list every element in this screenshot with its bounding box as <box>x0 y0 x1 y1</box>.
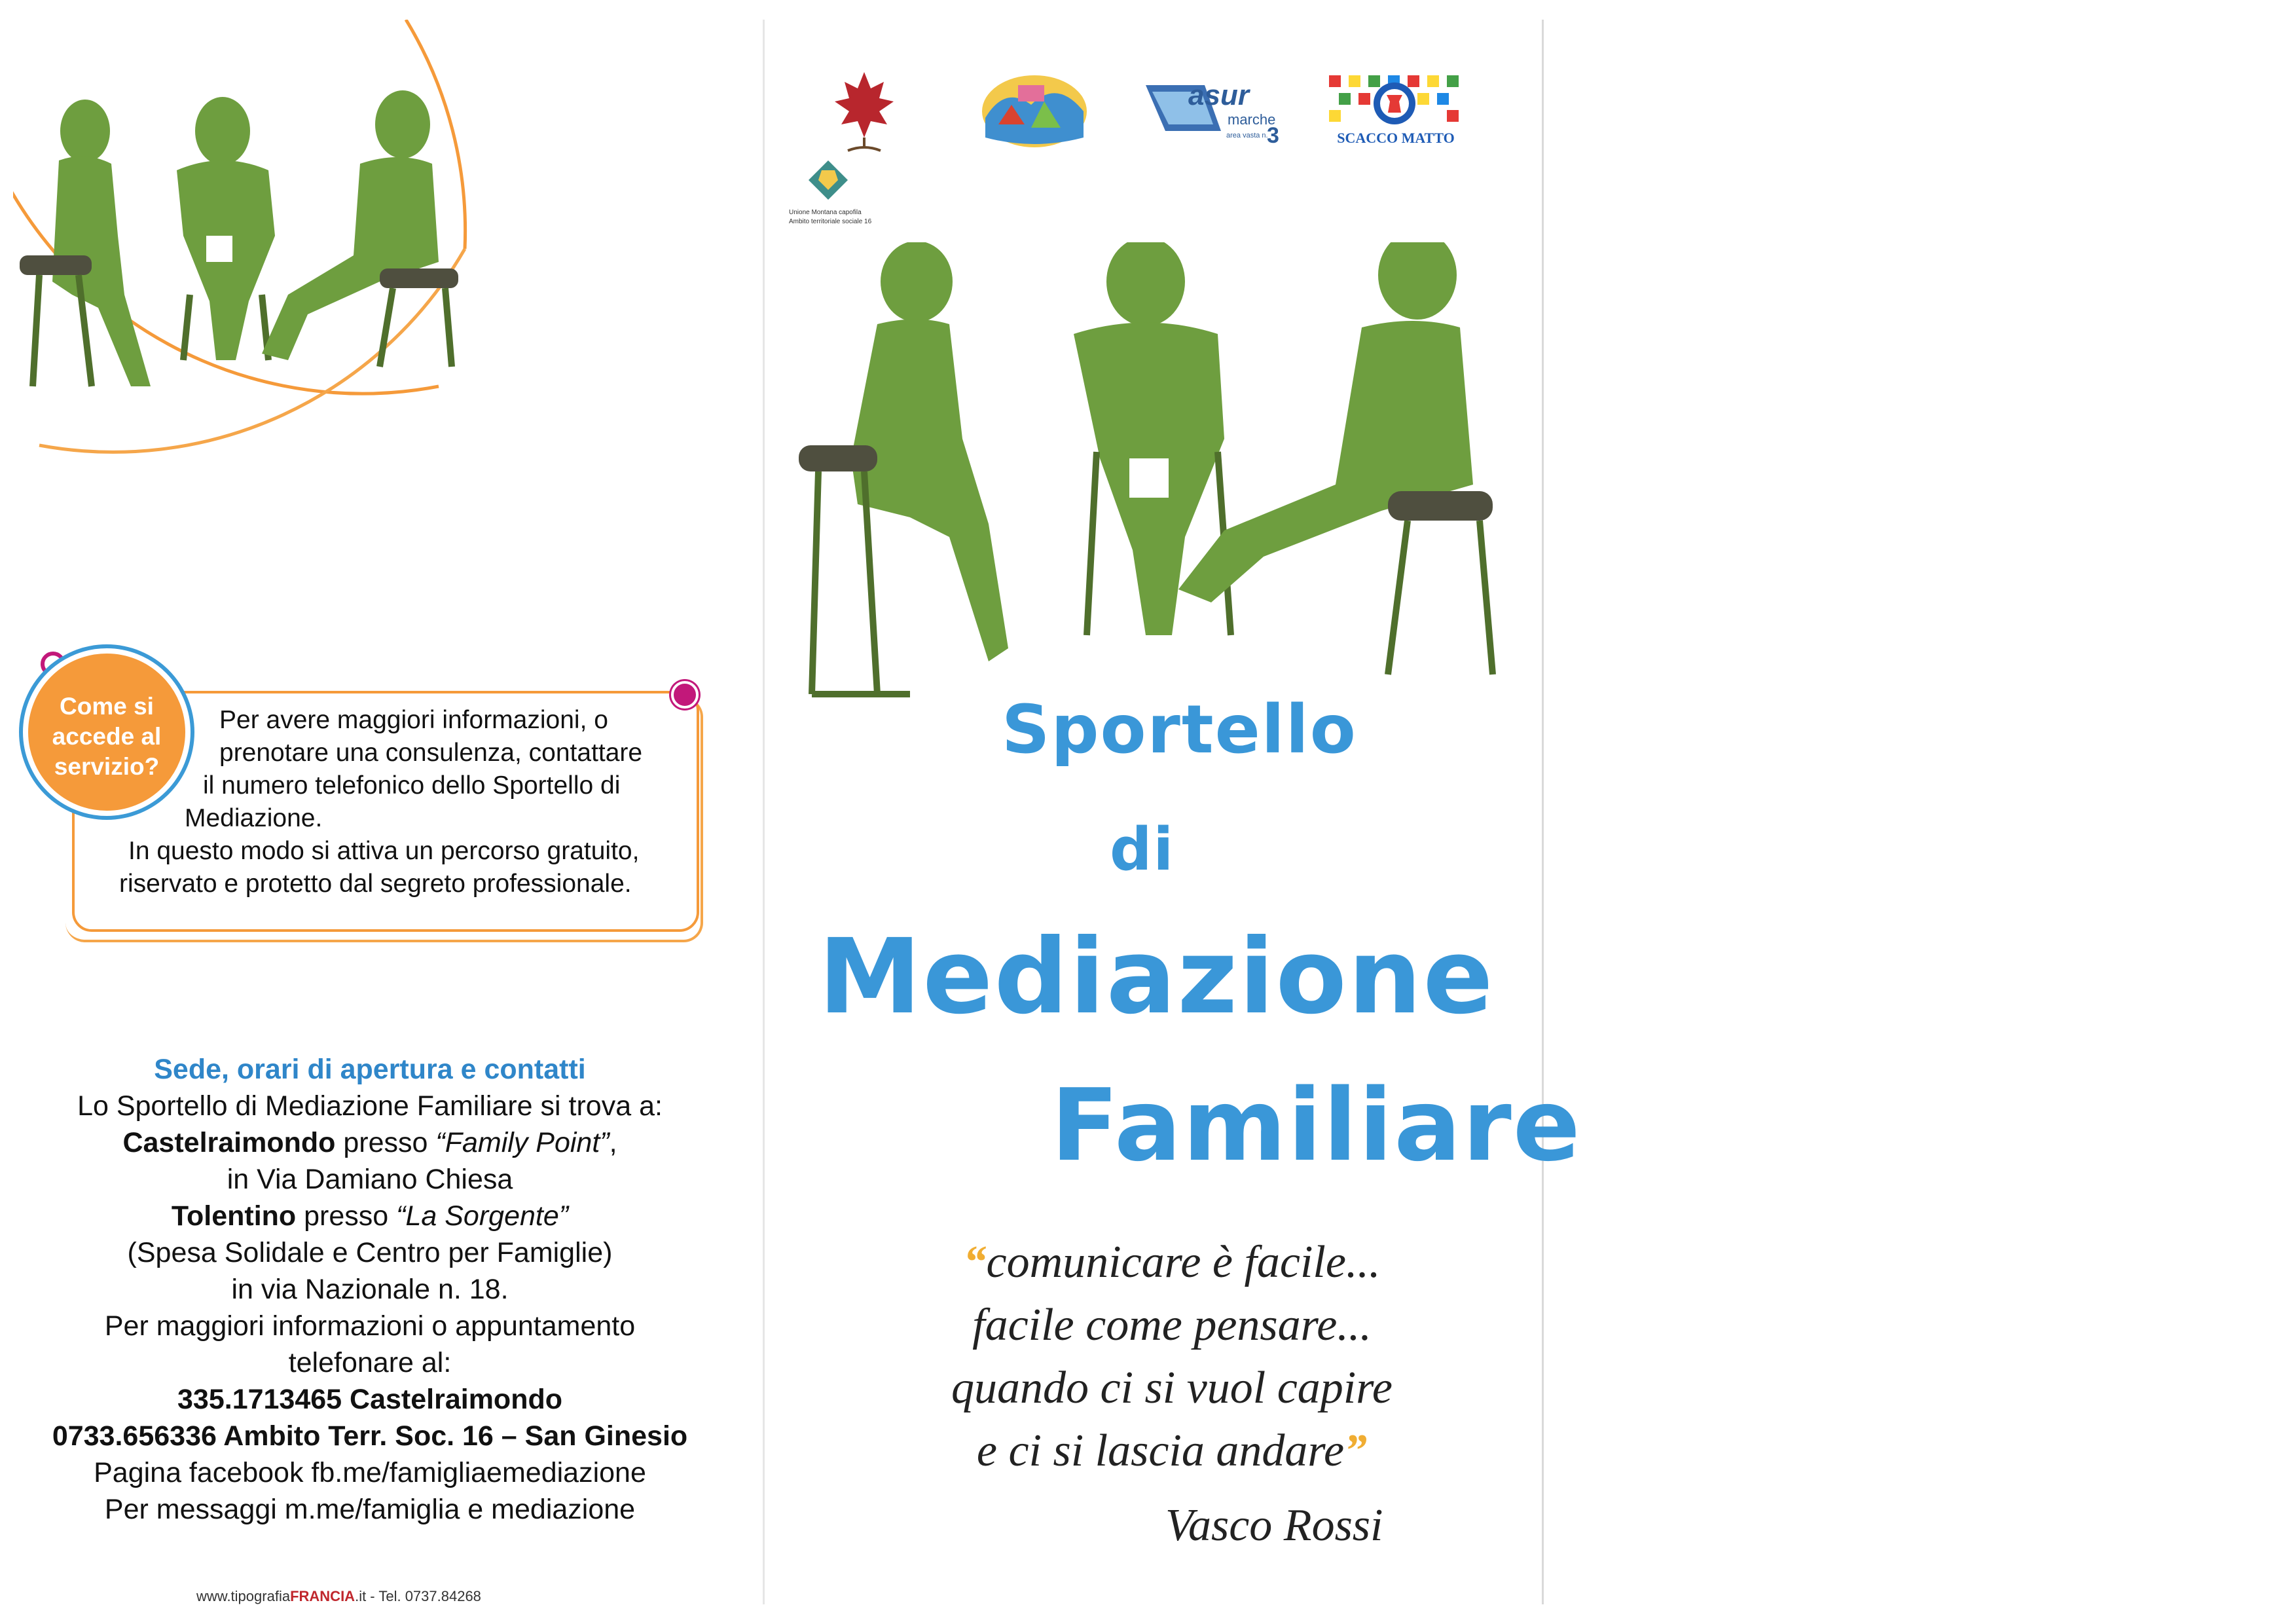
magenta-dot-top-right <box>671 681 699 709</box>
asur-marche-logo-icon <box>1142 79 1280 151</box>
badge-line-3: servizio? <box>54 753 160 780</box>
colorful-village-logo-icon <box>979 65 1090 151</box>
location-1-comma: , <box>609 1127 617 1158</box>
phone-1-text[interactable]: 335.1713465 Castelraimondo <box>177 1384 562 1415</box>
quote-line-4-text: e ci si lascia andare <box>976 1426 1345 1476</box>
oak-leaf-logo-icon <box>828 65 900 157</box>
info-line-6: riservato e protetto dal segreto professionale. <box>119 870 632 898</box>
footer-brand: FRANCIA <box>290 1588 355 1604</box>
quote-author: Vasco Rossi <box>1165 1500 1383 1551</box>
scacco-matto-logo-icon <box>1326 72 1467 151</box>
service-badge <box>23 648 191 816</box>
contacts-location-2 <box>13 1198 727 1234</box>
info-line-3: il numero telefonico dello Sportello di <box>203 771 621 800</box>
woman-silhouette-icon <box>20 100 151 386</box>
location-2-presso: presso <box>296 1200 397 1232</box>
asur-number: 3 <box>1267 123 1279 148</box>
contacts-title: Sede, orari di apertura e contatti <box>154 1054 586 1085</box>
man-silhouette-icon <box>177 97 275 360</box>
location-2-city: Tolentino <box>171 1200 297 1232</box>
quote-line-2: facile come pensare... <box>972 1300 1372 1350</box>
location-1-presso: presso <box>335 1127 436 1158</box>
quote-line-1 <box>877 1231 1467 1294</box>
contacts-facebook[interactable]: Pagina facebook fb.me/famigliaemediazione <box>94 1457 646 1488</box>
asur-sub-text: marche <box>1228 111 1276 128</box>
contacts-phone-2[interactable] <box>13 1418 727 1454</box>
location-2-place: “La Sorgente” <box>396 1200 569 1232</box>
man-crossed-legs-silhouette-icon <box>1178 242 1493 674</box>
unione-montana-line-1: Unione Montana capofila <box>789 209 862 216</box>
fold-line-right <box>1542 20 1544 1604</box>
contacts-location-1 <box>13 1124 727 1161</box>
contacts-location-1-street: in Via Damiano Chiesa <box>227 1164 513 1195</box>
info-line-2: prenotare una consulenza, contattare <box>219 739 643 767</box>
info-line-1: Per avere maggiori informazioni, o <box>219 706 608 734</box>
title-mediazione: Mediazione <box>818 917 1495 1037</box>
badge-line-1: Come si <box>60 693 154 720</box>
contacts-more-info-2: telefonare al: <box>288 1347 452 1378</box>
contacts-location-2-street: in via Nazionale n. 18. <box>231 1274 509 1305</box>
contacts-block <box>13 1051 727 1528</box>
man-crossed-legs-silhouette-icon <box>262 90 458 367</box>
contacts-phone-1[interactable] <box>13 1381 727 1418</box>
location-1-place: “Family Point” <box>435 1127 610 1158</box>
quote-line-1-text: comunicare è facile... <box>986 1237 1381 1287</box>
quote-close-mark: ” <box>1344 1426 1368 1476</box>
footer-suffix: .it - Tel. 0737.84268 <box>355 1588 481 1604</box>
unione-montana-logo-icon <box>782 154 897 232</box>
woman-silhouette-icon <box>799 242 1008 694</box>
left-silhouette-illustration <box>13 20 484 465</box>
quote-open-mark: “ <box>963 1237 987 1287</box>
service-badge-text <box>28 692 185 782</box>
phone-2-text[interactable]: 0733.656336 Ambito Terr. Soc. 16 – San Ginesio <box>52 1420 688 1452</box>
title-familiare: Familiare <box>1051 1067 1582 1183</box>
quote-line-4 <box>877 1420 1467 1483</box>
badge-line-2: accede al <box>52 723 162 750</box>
title-sportello: Sportello <box>1002 691 1357 769</box>
contacts-location-2-desc: (Spesa Solidale e Centro per Famiglie) <box>127 1237 613 1268</box>
contacts-intro: Lo Sportello di Mediazione Familiare si trova a: <box>77 1090 663 1122</box>
location-1-city: Castelraimondo <box>122 1127 336 1158</box>
contacts-messages[interactable]: Per messaggi m.me/famiglia e mediazione <box>104 1494 636 1525</box>
asur-area-text: area vasta n. <box>1226 132 1268 139</box>
asur-text: asur <box>1188 79 1249 111</box>
unione-montana-line-2: Ambito territoriale sociale 16 <box>789 218 872 225</box>
right-silhouette-illustration <box>792 242 1499 714</box>
scacco-matto-text: SCACCO MATTO <box>1337 130 1455 146</box>
printer-footer <box>196 1588 481 1605</box>
info-line-5: In questo modo si attiva un percorso gratuito, <box>128 837 640 865</box>
footer-prefix: www.tipografia <box>196 1588 291 1604</box>
contacts-more-info-1: Per maggiori informazioni o appuntamento <box>104 1310 636 1342</box>
quote-block <box>877 1231 1467 1483</box>
fold-line-left <box>763 20 765 1604</box>
quote-line-3: quando ci si vuol capire <box>951 1363 1393 1413</box>
title-di: di <box>1110 815 1175 884</box>
info-line-4: Mediazione. <box>185 804 323 832</box>
